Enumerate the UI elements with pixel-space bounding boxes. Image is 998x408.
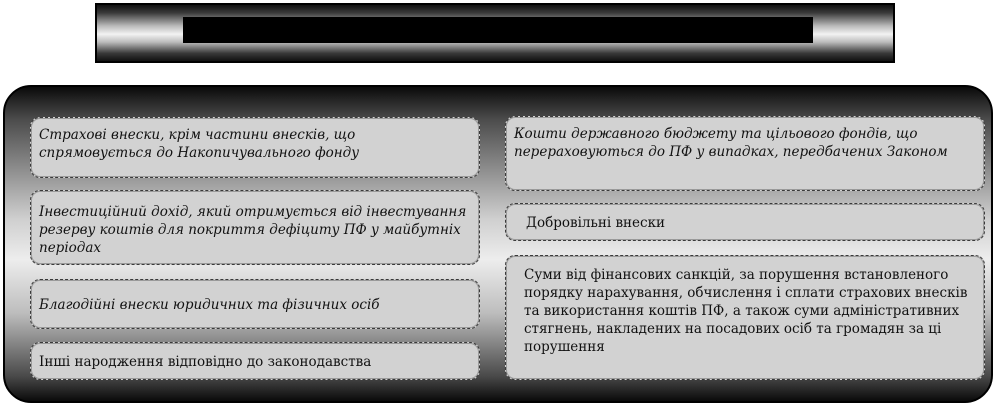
title-banner — [95, 3, 895, 63]
source-box-charitable-contributions-label: Благодійні внески юридичних та фізичних осіб — [39, 297, 380, 313]
source-box-charitable-contributions — [30, 279, 480, 329]
source-box-financial-sanctions: Суми від фінансових санкцій, за порушення встановленого порядку нарахування, обчислення і сплати страхових внесків та використання коштів ПФ, а також суми адміністративних стягнень, накладених на посадових осіб та громадян за ці порушення — [505, 255, 985, 380]
title-bar — [183, 17, 813, 43]
source-box-other-receipts-label: Інші нарoдження відповідно до законодавства — [39, 354, 372, 370]
source-box-state-budget-funds: Кошти державного бюджету та цільового фондів, що перераховуються до ПФ у випадках, передбачених Законом — [505, 116, 985, 191]
source-box-voluntary-contributions — [505, 203, 985, 241]
source-box-other-receipts — [30, 342, 480, 380]
source-box-investment-income: Інвестиційний дохід, який отримується від інвестування резерву коштів для покриття дефіциту ПФ у майбутніх періодах — [30, 190, 480, 265]
source-box-voluntary-contributions-label: Добровільні внески — [526, 215, 666, 231]
source-box-insurance-contributions: Страхові внески, крім частини внесків, що спрямовується до Накопичувального фонду — [30, 117, 480, 178]
